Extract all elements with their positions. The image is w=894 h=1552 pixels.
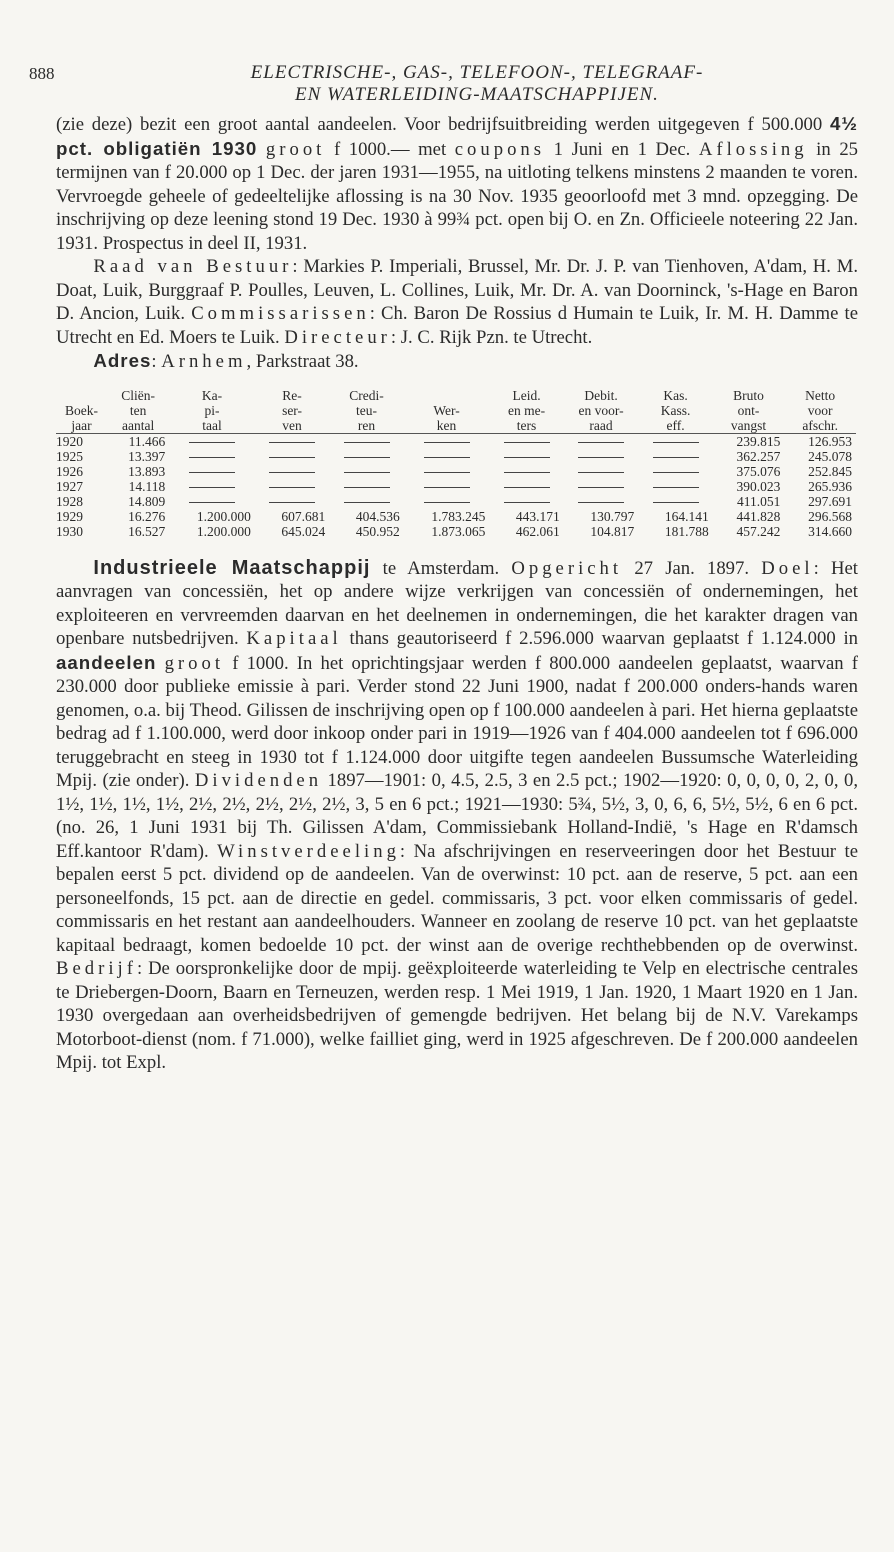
table-year-cell: 1928 xyxy=(56,493,83,509)
dash-line xyxy=(344,487,390,488)
table-cell: 265.936 xyxy=(808,478,852,494)
table-empty-cell xyxy=(489,494,563,509)
table-empty-cell xyxy=(564,479,638,494)
table-cell: 411.051 xyxy=(736,493,781,509)
table-cell: 375.076 xyxy=(736,463,781,479)
table-body xyxy=(56,433,856,539)
dash-line xyxy=(424,457,470,458)
table-empty-cell xyxy=(255,449,329,464)
table-empty-cell xyxy=(564,433,638,449)
table-empty-cell xyxy=(404,449,490,464)
intro-text xyxy=(56,112,858,374)
table-header-cell: Bruto ont- vangst xyxy=(713,388,785,434)
table-cell: 239.815 xyxy=(736,433,781,449)
table-empty-cell xyxy=(255,433,329,449)
table-row xyxy=(56,464,856,479)
section-2-text xyxy=(56,557,858,1075)
dash-line xyxy=(578,472,624,473)
table-cell: 645.024 xyxy=(281,523,326,539)
dash-line xyxy=(269,502,315,503)
table-empty-cell xyxy=(169,433,255,449)
dash-line xyxy=(653,457,699,458)
table-cell: 16.276 xyxy=(128,508,166,524)
table-cell: 362.257 xyxy=(736,448,781,464)
table-year-cell: 1925 xyxy=(56,448,83,464)
table-cell: 441.828 xyxy=(736,508,781,524)
table-cell: 181.788 xyxy=(664,523,709,539)
dash-line xyxy=(189,472,235,473)
table-empty-cell xyxy=(638,449,712,464)
table-year-cell: 1930 xyxy=(56,523,83,539)
table-empty-cell xyxy=(404,433,490,449)
dash-line xyxy=(424,487,470,488)
table-cell: 164.141 xyxy=(664,508,709,524)
running-title-line1: ELECTRISCHE-, GAS-, TELEFOON-, TELEGRAAF- xyxy=(250,62,704,83)
bond-title: 4½ pct. obligatiën 1930 xyxy=(56,113,858,159)
running-title-line2: EN WATERLEIDING-MAATSCHAPPIJEN. xyxy=(295,84,659,105)
table-header-cell: Re- ser- ven xyxy=(255,388,329,434)
table-empty-cell xyxy=(489,433,563,449)
dash-line xyxy=(578,457,624,458)
table-cell: 450.952 xyxy=(355,523,400,539)
table-empty-cell xyxy=(169,494,255,509)
table-header-cell: Debit. en voor- raad xyxy=(564,388,638,434)
table-cell: 14.809 xyxy=(128,493,166,509)
dash-line xyxy=(269,487,315,488)
table-cell: 13.893 xyxy=(128,463,166,479)
dash-line xyxy=(344,502,390,503)
table-cell: 607.681 xyxy=(281,508,326,524)
dash-line xyxy=(653,442,699,443)
dash-line xyxy=(424,472,470,473)
table-cell: 1.873.065 xyxy=(431,523,486,539)
address-label: Adres xyxy=(93,350,152,371)
table-header-cell: Credi- teu- ren xyxy=(329,388,403,434)
table-empty-cell xyxy=(638,494,712,509)
table-empty-cell xyxy=(329,464,403,479)
table-cell: 443.171 xyxy=(515,508,560,524)
table-empty-cell xyxy=(489,449,563,464)
table-year-cell: 1926 xyxy=(56,463,83,479)
dash-line xyxy=(578,502,624,503)
section-2-paragraph: Industrieele Maatschappij te Amsterdam. Opgericht 27 Jan. 1897. Doel: Het aanvragen van concessiën, het op andere wijze verkrijgen van concessiën of ondernemingen, het exploiteeren en vervreemden daarvan en het deelnemen in ondernemingen, die het karakter dragen van openbare nutsbedrijven. Kapitaal thans geautoriseerd f 2.596.000 waarvan geplaatst f 1.124.000 in aandeelen groot f 1000. In het oprichtingsjaar werden f 800.000 aandeelen geplaatst, waarvan f 230.000 door publieke emissie à pari. Verder stond 22 Juni 1900, nadat f 200.000 onders-hands waren genomen, o.a. bij Theod. Gilissen de inschrijving open op f 100.000 aandeelen à pari. Het hierna geplaatste bedrag ad f 1.100.000, werd door inkoop onder pari in 1919—1926 van f 404.000 aandeelen tot f 696.000 teruggebracht en steeg in 1930 tot f 1.124.000 door uitgifte tegen aandeelen Bussumsche Waterleiding Mpij. (zie onder). Dividenden 1897—1901: 0, 4.5, 2.5, 3 en 2.5 pct.; 1902—1920: 0, 0, 0, 0, 2, 0, 0, 1½, 1½, 1½, 1½, 2½, 2½, 2½, 2½, 2½, 3, 5 en 6 pct.; 1921—1930: 5¾, 5½, 3, 0, 6, 6, 5½, 5½, 6 en 6 pct. (no. 26, 1 Juni 1931 bij Th. Gilissen A'dam, Commissiebank Holland-Indië, 's Hage en R'damsch Eff.kantoor R'dam). Winstverdeeling: Na afschrijvingen en reserveeringen door het Bestuur te bepalen eerst 5 pct. dividend op de aandeelen. Van de overwinst: 10 pct. aan de reserve, 5 pct. aan een personeelfonds, 15 pct. aan de directie en gedel. commissaris, 3 pct. voor elken commissaris of gedel. commissaris en het restant aan aandeelhouders. Wanneer en zoolang de reserve 10 pct. van het geplaatste kapitaal bedraagt, komen bedoelde 10 pct. der winst aan de overige rechthebbenden op de overwinst. Bedrijf: De oorspronkelijke door de mpij. geëxploiteerde waterleiding te Velp en electrische centrales te Driebergen-Doorn, Baarn en Terneuzen, werden resp. 1 Mei 1919, 1 Jan. 1920, 1 Maart 1920 en 1 Jan. 1930 overgedaan aan overheidsbedrijven of gemengde bedrijven. Het belang bij de N.V. Varekamps Motorboot-dienst (nom. f 71.000), welke failliet ging, werd in 1925 afgeschreven. De f 200.000 aandeelen Mpij. tot Expl. xyxy=(56,556,859,1073)
table-header-cell: Wer- ken xyxy=(404,388,490,434)
table-year-cell: 1929 xyxy=(56,508,83,524)
table-cell: 390.023 xyxy=(736,478,781,494)
page-number: 888 xyxy=(29,64,55,83)
table-cell: 1.200.000 xyxy=(196,523,251,539)
table-row xyxy=(56,449,856,464)
table-cell: 297.691 xyxy=(808,493,852,509)
table-header-cell: Leid. en me- ters xyxy=(489,388,563,434)
table-empty-cell xyxy=(255,494,329,509)
dash-line xyxy=(189,502,235,503)
table-header-row xyxy=(56,388,856,434)
table-cell: 462.061 xyxy=(515,523,560,539)
page-header xyxy=(29,62,858,112)
table-empty-cell xyxy=(638,464,712,479)
table-year-cell: 1927 xyxy=(56,478,83,494)
table-empty-cell xyxy=(255,479,329,494)
table-empty-cell xyxy=(489,479,563,494)
table-cell: 1.783.245 xyxy=(431,508,486,524)
table-empty-cell xyxy=(404,479,490,494)
table-cell: 14.118 xyxy=(128,478,166,494)
table-cell: 1.200.000 xyxy=(196,508,251,524)
dash-line xyxy=(424,502,470,503)
table-empty-cell xyxy=(329,449,403,464)
running-title xyxy=(56,62,858,106)
table-cell: 404.536 xyxy=(355,508,400,524)
dash-line xyxy=(504,457,550,458)
table-empty-cell xyxy=(489,464,563,479)
table-header-cell: Cliën- ten aantal xyxy=(107,388,169,434)
table-empty-cell xyxy=(329,479,403,494)
table-cell: 296.568 xyxy=(808,508,852,524)
intro-paragraph-1: (zie deze) bezit een groot aantal aandeelen. Voor bedrijfsuitbreiding werden uitgegeven f 500.000 4½ pct. obligatiën 1930 groot f 1000.— met coupons 1 Juni en 1 Dec. Aflossing in 25 termijnen van f 20.000 op 1 Dec. der jaren 1931—1955, na uitloting telkens minstens 2 maanden te voren. Vervroegde geheele of gedeeltelijke aflossing is na 30 Nov. 1935 geoorloofd met 3 mnd. opzegging. De inschrijving op deze leening stond 19 Dec. 1930 à 99¾ pct. open bij O. en Zn. Officieele noteering 22 Jan. 1931. Prospectus in deel II, 1931. xyxy=(56,113,859,254)
table-empty-cell xyxy=(255,464,329,479)
table-cell: 252.845 xyxy=(808,463,852,479)
table-empty-cell xyxy=(329,494,403,509)
table-row xyxy=(56,509,856,524)
financial-table xyxy=(56,388,856,539)
dash-line xyxy=(653,502,699,503)
dash-line xyxy=(504,487,550,488)
dash-line xyxy=(189,442,235,443)
table-row xyxy=(56,494,856,509)
table-cell: 104.817 xyxy=(590,523,635,539)
dash-line xyxy=(578,442,624,443)
table-empty-cell xyxy=(564,449,638,464)
dash-line xyxy=(504,472,550,473)
dash-line xyxy=(653,472,699,473)
dash-line xyxy=(189,487,235,488)
dash-line xyxy=(269,472,315,473)
table-empty-cell xyxy=(329,433,403,449)
table-empty-cell xyxy=(169,479,255,494)
table-empty-cell xyxy=(169,449,255,464)
dash-line xyxy=(504,502,550,503)
table-header-cell: Boek- jaar xyxy=(56,388,107,434)
table-cell: 16.527 xyxy=(128,523,166,539)
table-empty-cell xyxy=(638,479,712,494)
table-header-cell: Kas. Kass. eff. xyxy=(638,388,712,434)
table-cell: 457.242 xyxy=(736,523,781,539)
table-row xyxy=(56,479,856,494)
table-cell: 314.660 xyxy=(808,523,852,539)
table-empty-cell xyxy=(564,494,638,509)
table-empty-cell xyxy=(169,464,255,479)
dash-line xyxy=(269,442,315,443)
dash-line xyxy=(189,457,235,458)
table-empty-cell xyxy=(638,433,712,449)
table-row xyxy=(56,524,856,539)
table-year-cell: 1920 xyxy=(56,433,83,449)
address-line: Adres: Arnhem, Parkstraat 38. xyxy=(93,350,359,372)
shares-label: aandeelen xyxy=(56,651,157,673)
dash-line xyxy=(344,457,390,458)
company-title: Industrieele Maatschappij xyxy=(93,556,371,579)
table-cell: 126.953 xyxy=(808,433,852,449)
intro-paragraph-2: Raad van Bestuur: Markies P. Imperiali, Brussel, Mr. Dr. J. P. van Tienhoven, A'dam, H. M. Doat, Luik, Burggraaf P. Poulles, Leuven, L. Collines, Luik, Mr. Dr. A. van Doorninck, 's-Hage en Baron D. Ancion, Luik. Commissarissen: Ch. Baron De Rossius d Humain te Luik, Ir. M. H. Damme te Utrecht en Ed. Moers te Luik. Directeur: J. C. Rijk Pzn. te Utrecht. xyxy=(56,256,859,348)
dash-line xyxy=(578,487,624,488)
dash-line xyxy=(344,442,390,443)
table-header-cell: Netto voor afschr. xyxy=(784,388,856,434)
table-cell: 13.397 xyxy=(128,448,166,464)
dash-line xyxy=(504,442,550,443)
dash-line xyxy=(424,442,470,443)
table-empty-cell xyxy=(404,464,490,479)
table-row xyxy=(56,433,856,449)
table-cell: 130.797 xyxy=(590,508,635,524)
dash-line xyxy=(344,472,390,473)
table-empty-cell xyxy=(564,464,638,479)
table-cell: 11.466 xyxy=(128,433,166,449)
table-header-cell: Ka- pi- taal xyxy=(169,388,255,434)
table-cell: 245.078 xyxy=(808,448,852,464)
table-empty-cell xyxy=(404,494,490,509)
dash-line xyxy=(653,487,699,488)
dash-line xyxy=(269,457,315,458)
